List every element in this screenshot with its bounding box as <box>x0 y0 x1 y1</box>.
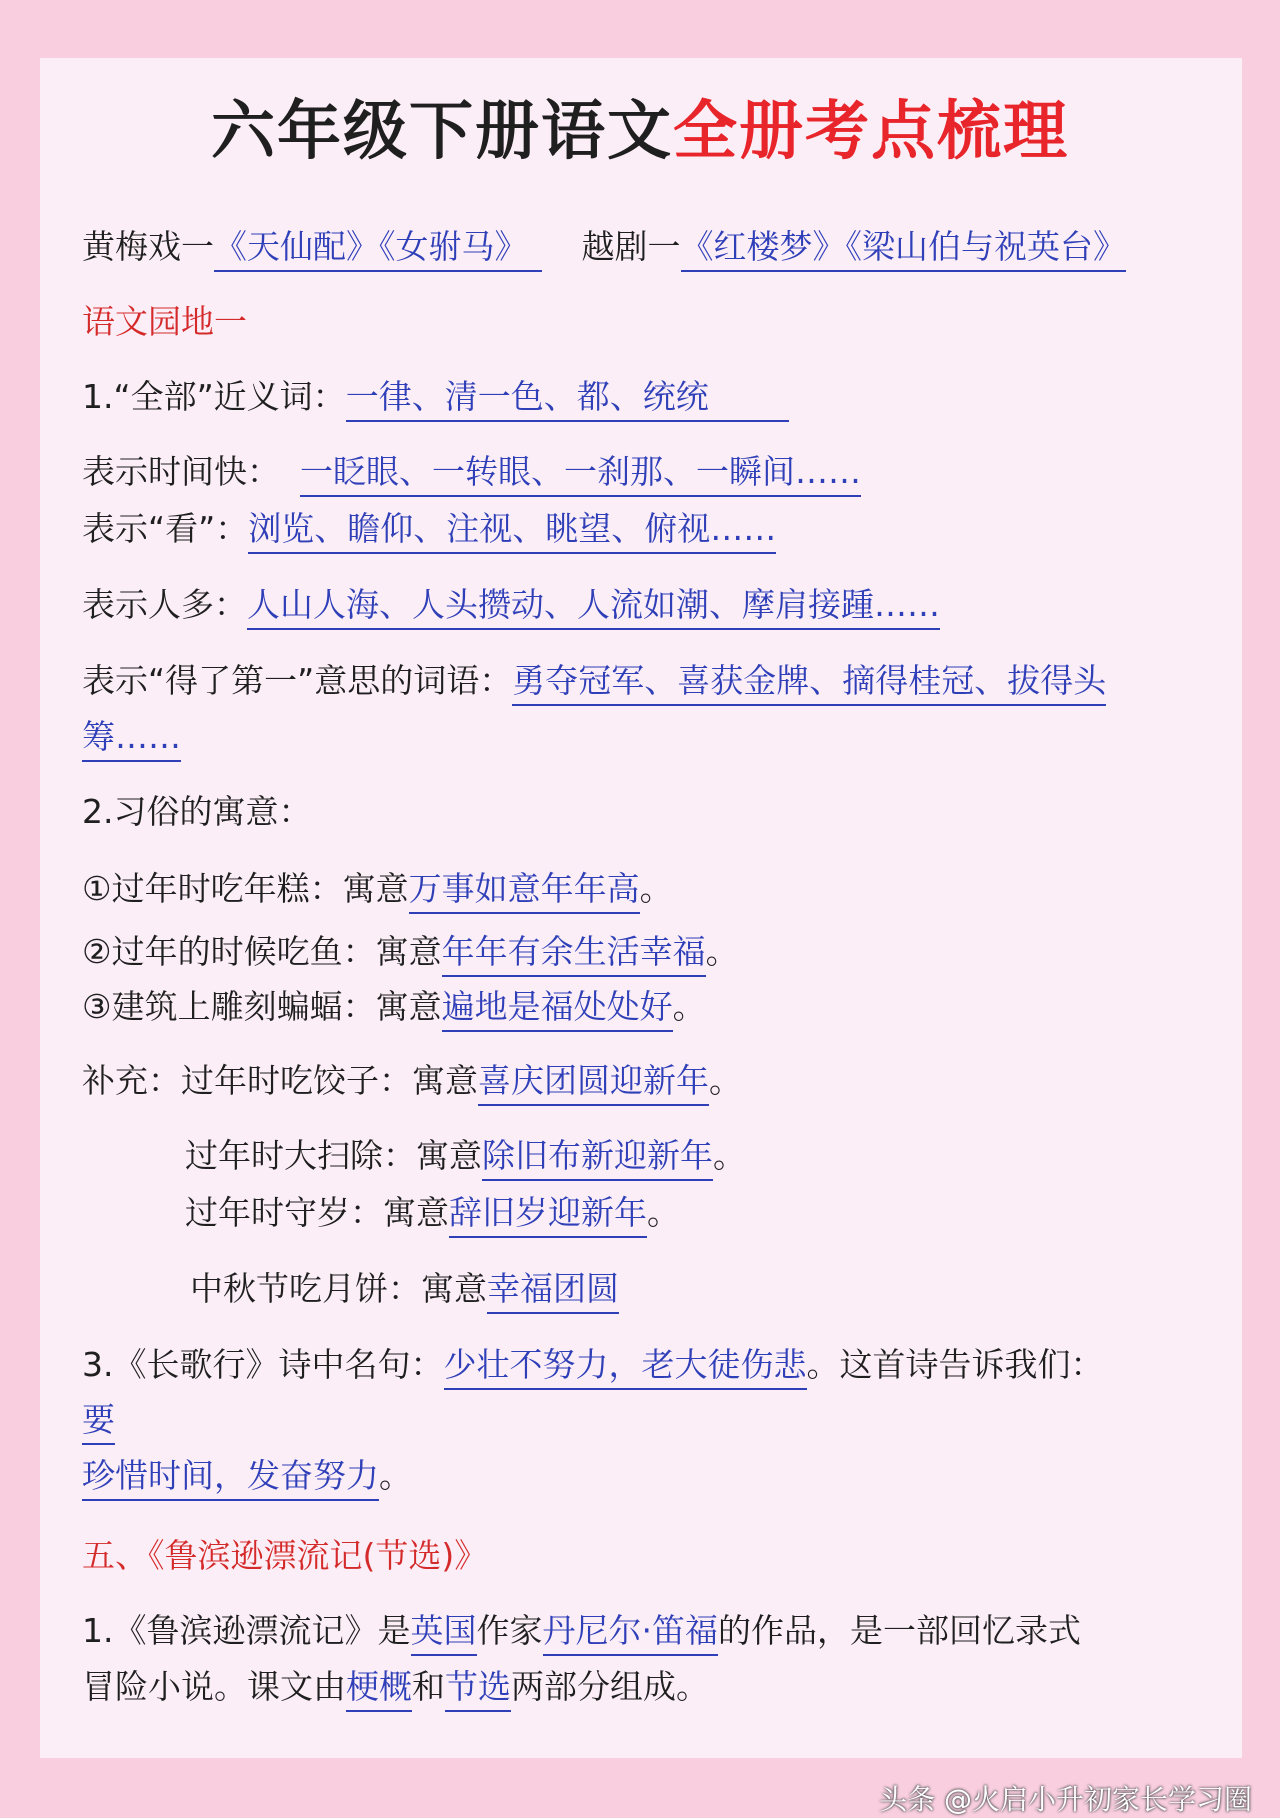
robinson-country: 英国 <box>411 1611 477 1656</box>
first-answer-1: 勇夺冠军、喜获金牌、摘得桂冠、拔得头 <box>512 661 1106 706</box>
look-label: 表示“看”： <box>82 509 249 548</box>
custom-2-end: 。 <box>705 932 739 971</box>
supplement-4-answer: 幸福团圆 <box>487 1269 619 1314</box>
first-label: 表示“得了第一”意思的词语： <box>82 661 513 700</box>
custom-2-label: ②过年的时候吃鱼：寓意 <box>82 932 442 971</box>
custom-1-end: 。 <box>639 869 673 908</box>
supplement-3 <box>185 1193 680 1232</box>
opera-line <box>82 227 1126 266</box>
supplement-1 <box>82 1061 742 1100</box>
q2-heading: 2.习俗的寓意： <box>82 792 312 831</box>
first-line-1 <box>82 661 1107 700</box>
huangmei-label: 黄梅戏一 <box>82 227 214 266</box>
first-line-2 <box>82 717 181 756</box>
crowd-label: 表示人多： <box>82 585 247 624</box>
q3-line-2 <box>82 1400 115 1439</box>
custom-2 <box>82 932 739 971</box>
q3-label: 3.《长歌行》诗中名句： <box>82 1345 444 1384</box>
robinson-line-2 <box>82 1667 709 1706</box>
yueju-label: 越剧一 <box>581 227 681 266</box>
section-robinson: 五、《鲁滨逊漂流记(节选)》 <box>82 1536 488 1575</box>
fast-label: 表示时间快： <box>82 452 280 491</box>
q3-answer: 少壮不努力，老大徒伤悲 <box>444 1345 807 1390</box>
robinson-excerpt: 节选 <box>445 1667 511 1712</box>
supplement-2 <box>185 1136 746 1175</box>
robinson-2e: 两部分组成。 <box>511 1667 709 1706</box>
q3-end: 。 <box>379 1456 412 1495</box>
supplement-3-end: 。 <box>647 1193 680 1232</box>
custom-1-answer: 万事如意年年高 <box>409 869 640 914</box>
page-title <box>0 95 1280 169</box>
q1-label: 1.“全部”近义词： <box>82 377 346 416</box>
custom-3-answer: 遍地是福处处好 <box>442 987 673 1032</box>
section-yuwen-yuandi: 语文园地一 <box>82 302 247 341</box>
custom-2-answer: 年年有余生活幸福 <box>442 932 706 977</box>
q3-answer-2: 要 <box>82 1400 115 1445</box>
q3-tail: 。这首诗告诉我们： <box>806 1345 1104 1384</box>
robinson-line-1 <box>82 1611 1081 1650</box>
watermark: 头条 @火启小升初家长学习圈 <box>879 1783 1252 1816</box>
robinson-1c: 作家 <box>476 1611 543 1650</box>
q3-line-1 <box>82 1345 1104 1384</box>
q3-line-3 <box>82 1456 412 1495</box>
q1-line <box>82 377 789 416</box>
fast-answer: 一眨眼、一转眼、一刹那、一瞬间…… <box>300 452 861 497</box>
supplement-1-label: 补充：过年时吃饺子：寓意 <box>82 1061 478 1100</box>
robinson-author: 丹尼尔·笛福 <box>543 1611 719 1656</box>
look-line <box>82 509 777 548</box>
crowd-answer: 人山人海、人头攒动、人流如潮、摩肩接踵…… <box>247 585 940 630</box>
title-black: 六年级下册语文 <box>211 95 673 169</box>
supplement-3-answer: 辞旧岁迎新年 <box>449 1193 647 1238</box>
supplement-2-label: 过年时大扫除：寓意 <box>185 1136 482 1175</box>
look-answer: 浏览、瞻仰、注视、眺望、俯视…… <box>248 509 776 554</box>
supplement-3-label: 过年时守岁：寓意 <box>185 1193 449 1232</box>
supplement-2-answer: 除旧布新迎新年 <box>482 1136 713 1181</box>
crowd-line <box>82 585 940 624</box>
robinson-1a: 1.《鲁滨逊漂流记》是 <box>82 1611 411 1650</box>
robinson-1e: 的作品，是一部回忆录式 <box>718 1611 1081 1650</box>
q3-answer-3: 珍惜时间，发奋努力 <box>82 1456 379 1501</box>
supplement-4 <box>190 1269 619 1308</box>
custom-3-label: ③建筑上雕刻蝙蝠：寓意 <box>82 987 442 1026</box>
custom-3-end: 。 <box>672 987 706 1026</box>
robinson-summary: 梗概 <box>346 1667 412 1712</box>
yueju-answer: 《红楼梦》《梁山伯与祝英台》 <box>681 227 1127 272</box>
robinson-2c: 和 <box>412 1667 445 1706</box>
first-answer-2: 筹…… <box>82 717 181 762</box>
supplement-2-end: 。 <box>713 1136 746 1175</box>
custom-3 <box>82 987 706 1026</box>
robinson-2a: 冒险小说。课文由 <box>82 1667 346 1706</box>
huangmei-answer: 《天仙配》《女驸马》 <box>214 227 542 272</box>
q1-answer: 一律、清一色、都、统统 <box>346 377 789 422</box>
supplement-1-answer: 喜庆团圆迎新年 <box>478 1061 709 1106</box>
fast-line <box>82 452 861 491</box>
custom-1 <box>82 869 673 908</box>
title-red: 全册考点梳理 <box>673 95 1069 169</box>
custom-1-label: ①过年时吃年糕：寓意 <box>82 869 409 908</box>
supplement-4-label: 中秋节吃月饼：寓意 <box>190 1269 487 1308</box>
supplement-1-end: 。 <box>709 1061 742 1100</box>
